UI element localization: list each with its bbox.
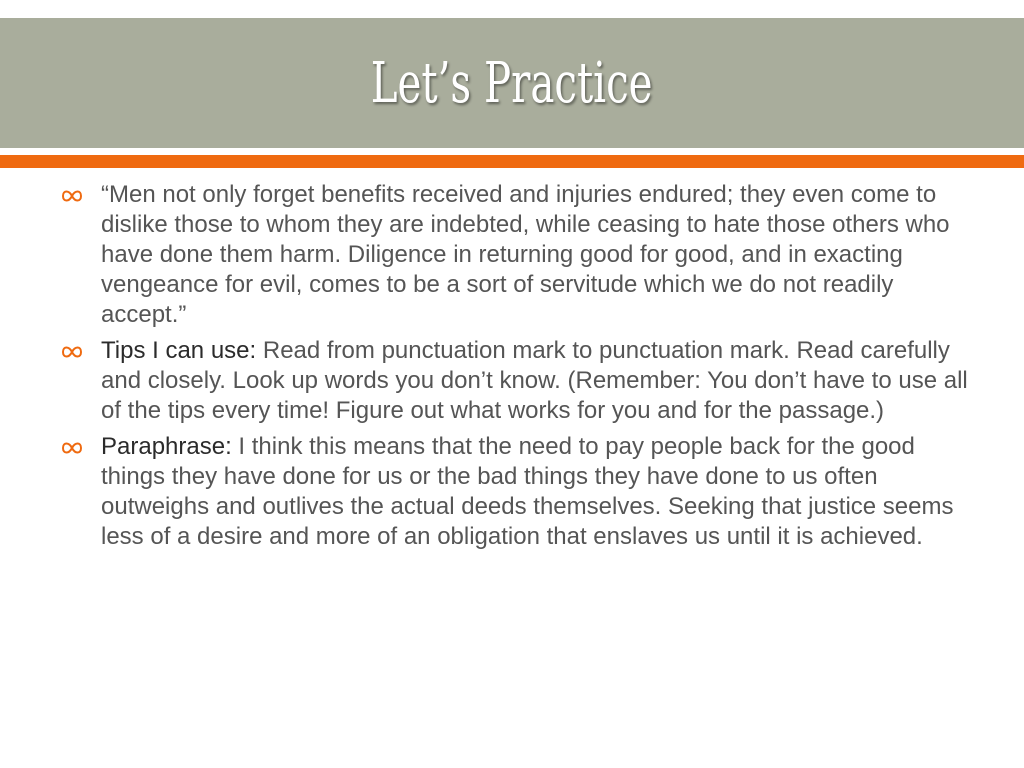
bullet-item-quote <box>60 180 970 330</box>
bullet-body: I think this means that the need to pay people back for the good things they have done for us or the bad things they have done to us often outweighs and outlives the actual deeds themselves. Seeking that justice seems less of a desire and more of an obligation that enslaves us until it is achieved. <box>101 433 954 550</box>
bullet-label: Tips I can use: <box>101 337 257 364</box>
double-loop-bullet-icon <box>61 344 83 360</box>
bullet-body: Read from punctuation mark to punctuation mark. Read carefully and closely. Look up words you don’t know. (Remember: You don’t have to use all of the tips every time! Figure out what works for you and for the passage.) <box>101 337 968 424</box>
bullet-text <box>101 336 970 426</box>
bullet-text <box>101 432 970 552</box>
bullet-item-paraphrase <box>60 432 970 552</box>
bullet-label: Paraphrase: <box>101 433 232 460</box>
double-loop-bullet-icon <box>61 188 83 204</box>
slide-title: Let’s Practice <box>371 50 653 116</box>
double-loop-bullet-icon <box>61 440 83 456</box>
accent-bar <box>0 155 1024 168</box>
bullet-text <box>101 180 970 330</box>
title-bar <box>0 18 1024 148</box>
bullet-item-tips <box>60 336 970 426</box>
bullet-list <box>60 180 970 558</box>
bullet-body: “Men not only forget benefits received and injuries endured; they even come to dislike those to whom they are indebted, while ceasing to hate those others who have done them harm. Diligence in returning good for good, and in exacting vengeance for evil, comes to be a sort of servitude which we do not readily accept.” <box>101 181 950 328</box>
